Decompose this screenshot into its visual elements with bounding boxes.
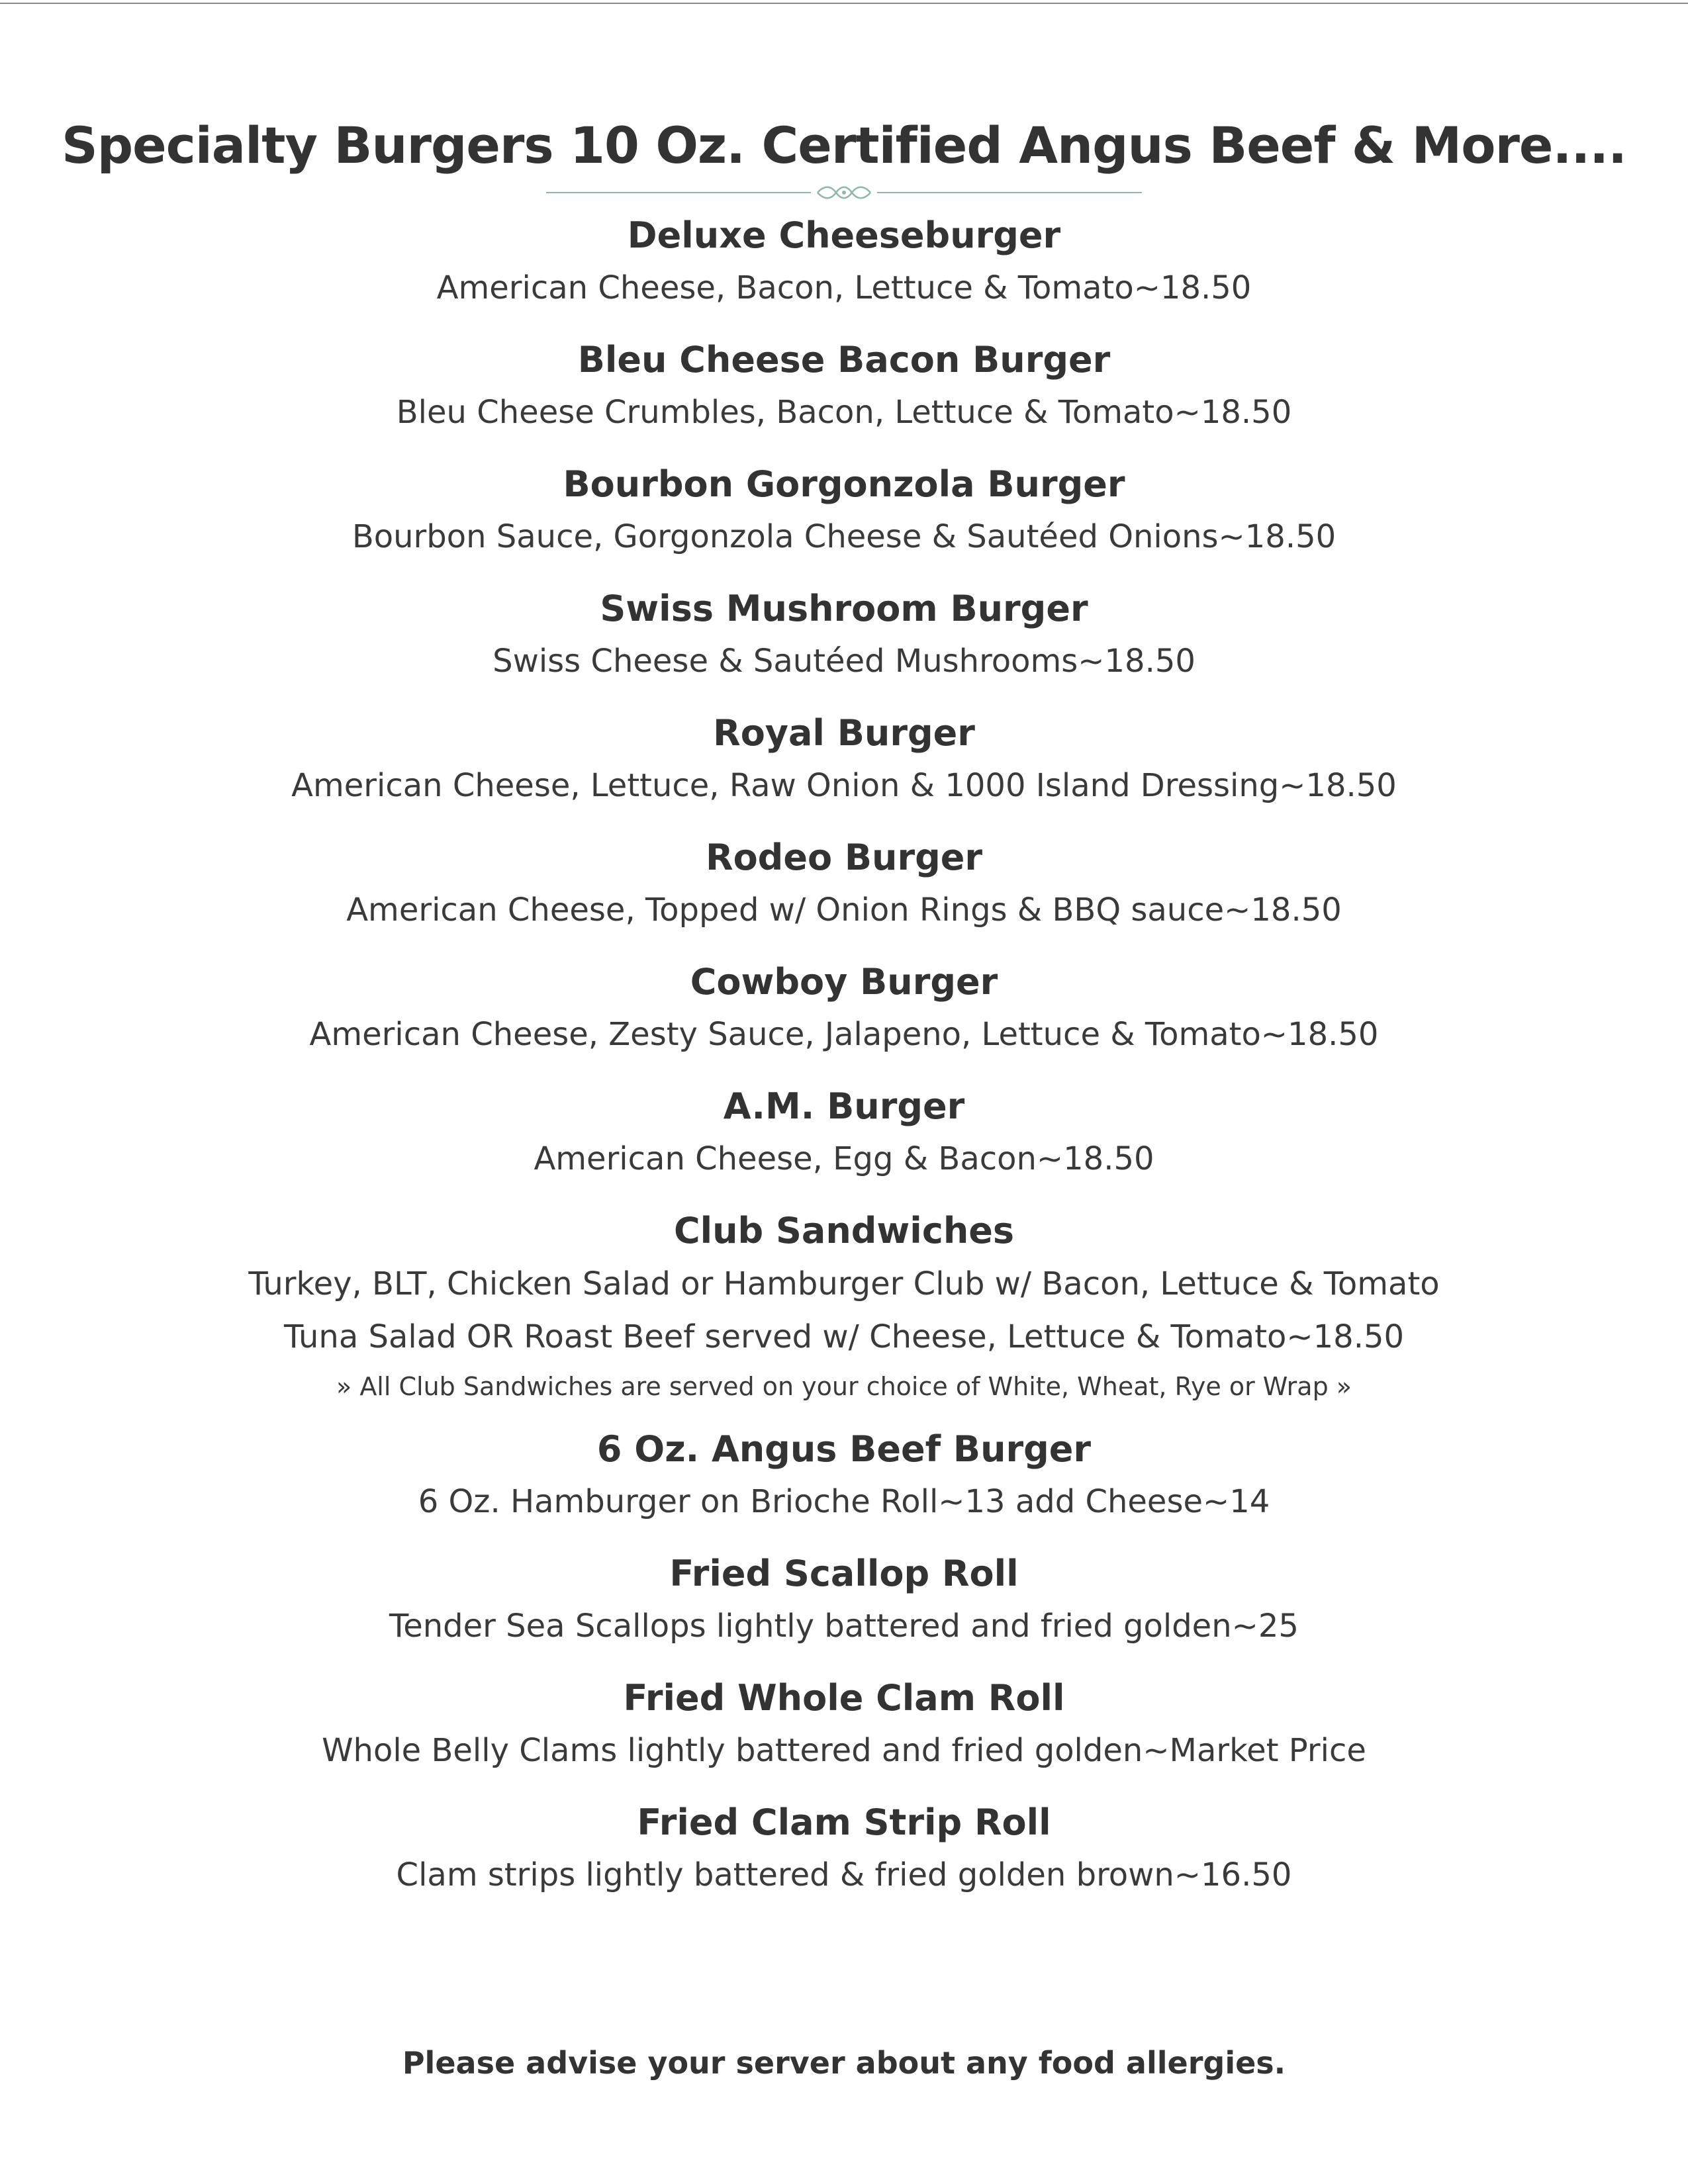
menu-item [0,1205,1688,1410]
menu-item [0,209,1688,314]
item-name: Fried Whole Clam Roll [623,1677,1065,1719]
allergy-notice: Please advise your server about any food allergies. [402,2045,1286,2081]
menu-title: Specialty Burgers 10 Oz. Certified Angus Beef & More.... [62,116,1626,175]
item-description: American Cheese, Lettuce, Raw Onion & 1000 Island Dressing~18.50 [291,767,1397,804]
item-description-line-1: Turkey, BLT, Chicken Salad or Hamburger Club w/ Bacon, Lettuce & Tomato [248,1265,1440,1302]
item-name: Bleu Cheese Bacon Burger [577,339,1111,381]
item-name: 6 Oz. Angus Beef Burger [596,1428,1092,1470]
menu-item [0,458,1688,563]
item-description: Bourbon Sauce, Gorgonzola Cheese & Sautéed Onions~18.50 [352,518,1336,555]
menu-page [0,113,1688,1921]
menu-item [0,707,1688,811]
menu-item [0,1796,1688,1901]
item-name: Cowboy Burger [690,961,998,1003]
item-description: American Cheese, Bacon, Lettuce & Tomato~18.50 [436,269,1252,306]
item-name: Deluxe Cheeseburger [627,214,1061,256]
menu-item [0,1423,1688,1527]
item-description: Bleu Cheese Crumbles, Bacon, Lettuce & Tomato~18.50 [396,394,1292,431]
item-description: 6 Oz. Hamburger on Brioche Roll~13 add Cheese~14 [418,1483,1270,1520]
menu-item [0,1672,1688,1776]
scan-top-edge [0,3,1688,4]
item-description-line-2: Tuna Salad OR Roast Beef served w/ Cheese, Lettuce & Tomato~18.50 [283,1318,1405,1355]
flourish-ornament-icon [811,181,877,204]
title-divider [546,179,1142,205]
item-name: A.M. Burger [723,1085,965,1127]
item-name: Club Sandwiches [673,1210,1015,1251]
item-description: American Cheese, Zesty Sauce, Jalapeno, Lettuce & Tomato~18.50 [309,1016,1379,1053]
item-name: Fried Scallop Roll [669,1553,1019,1594]
item-description: American Cheese, Topped w/ Onion Rings & BBQ sauce~18.50 [346,891,1342,929]
item-name: Fried Clam Strip Roll [637,1801,1051,1843]
menu-item [0,831,1688,936]
menu-item [0,1080,1688,1185]
item-name: Rodeo Burger [706,837,982,878]
item-name: Royal Burger [713,712,975,754]
item-name: Swiss Mushroom Burger [600,588,1088,629]
menu-item [0,334,1688,438]
item-description: Tender Sea Scallops lightly battered and fried golden~25 [389,1608,1299,1645]
menu-item [0,582,1688,687]
item-description: Whole Belly Clams lightly battered and fried golden~Market Price [322,1732,1366,1769]
item-description: American Cheese, Egg & Bacon~18.50 [534,1140,1154,1177]
item-description: Clam strips lightly battered & fried golden brown~16.50 [396,1856,1292,1893]
item-name: Bourbon Gorgonzola Burger [563,463,1125,505]
menu-item [0,1547,1688,1652]
item-description: Swiss Cheese & Sautéed Mushrooms~18.50 [492,643,1196,680]
menu-item [0,956,1688,1060]
item-note: » All Club Sandwiches are served on your choice of White, Wheat, Rye or Wrap » [336,1372,1352,1401]
